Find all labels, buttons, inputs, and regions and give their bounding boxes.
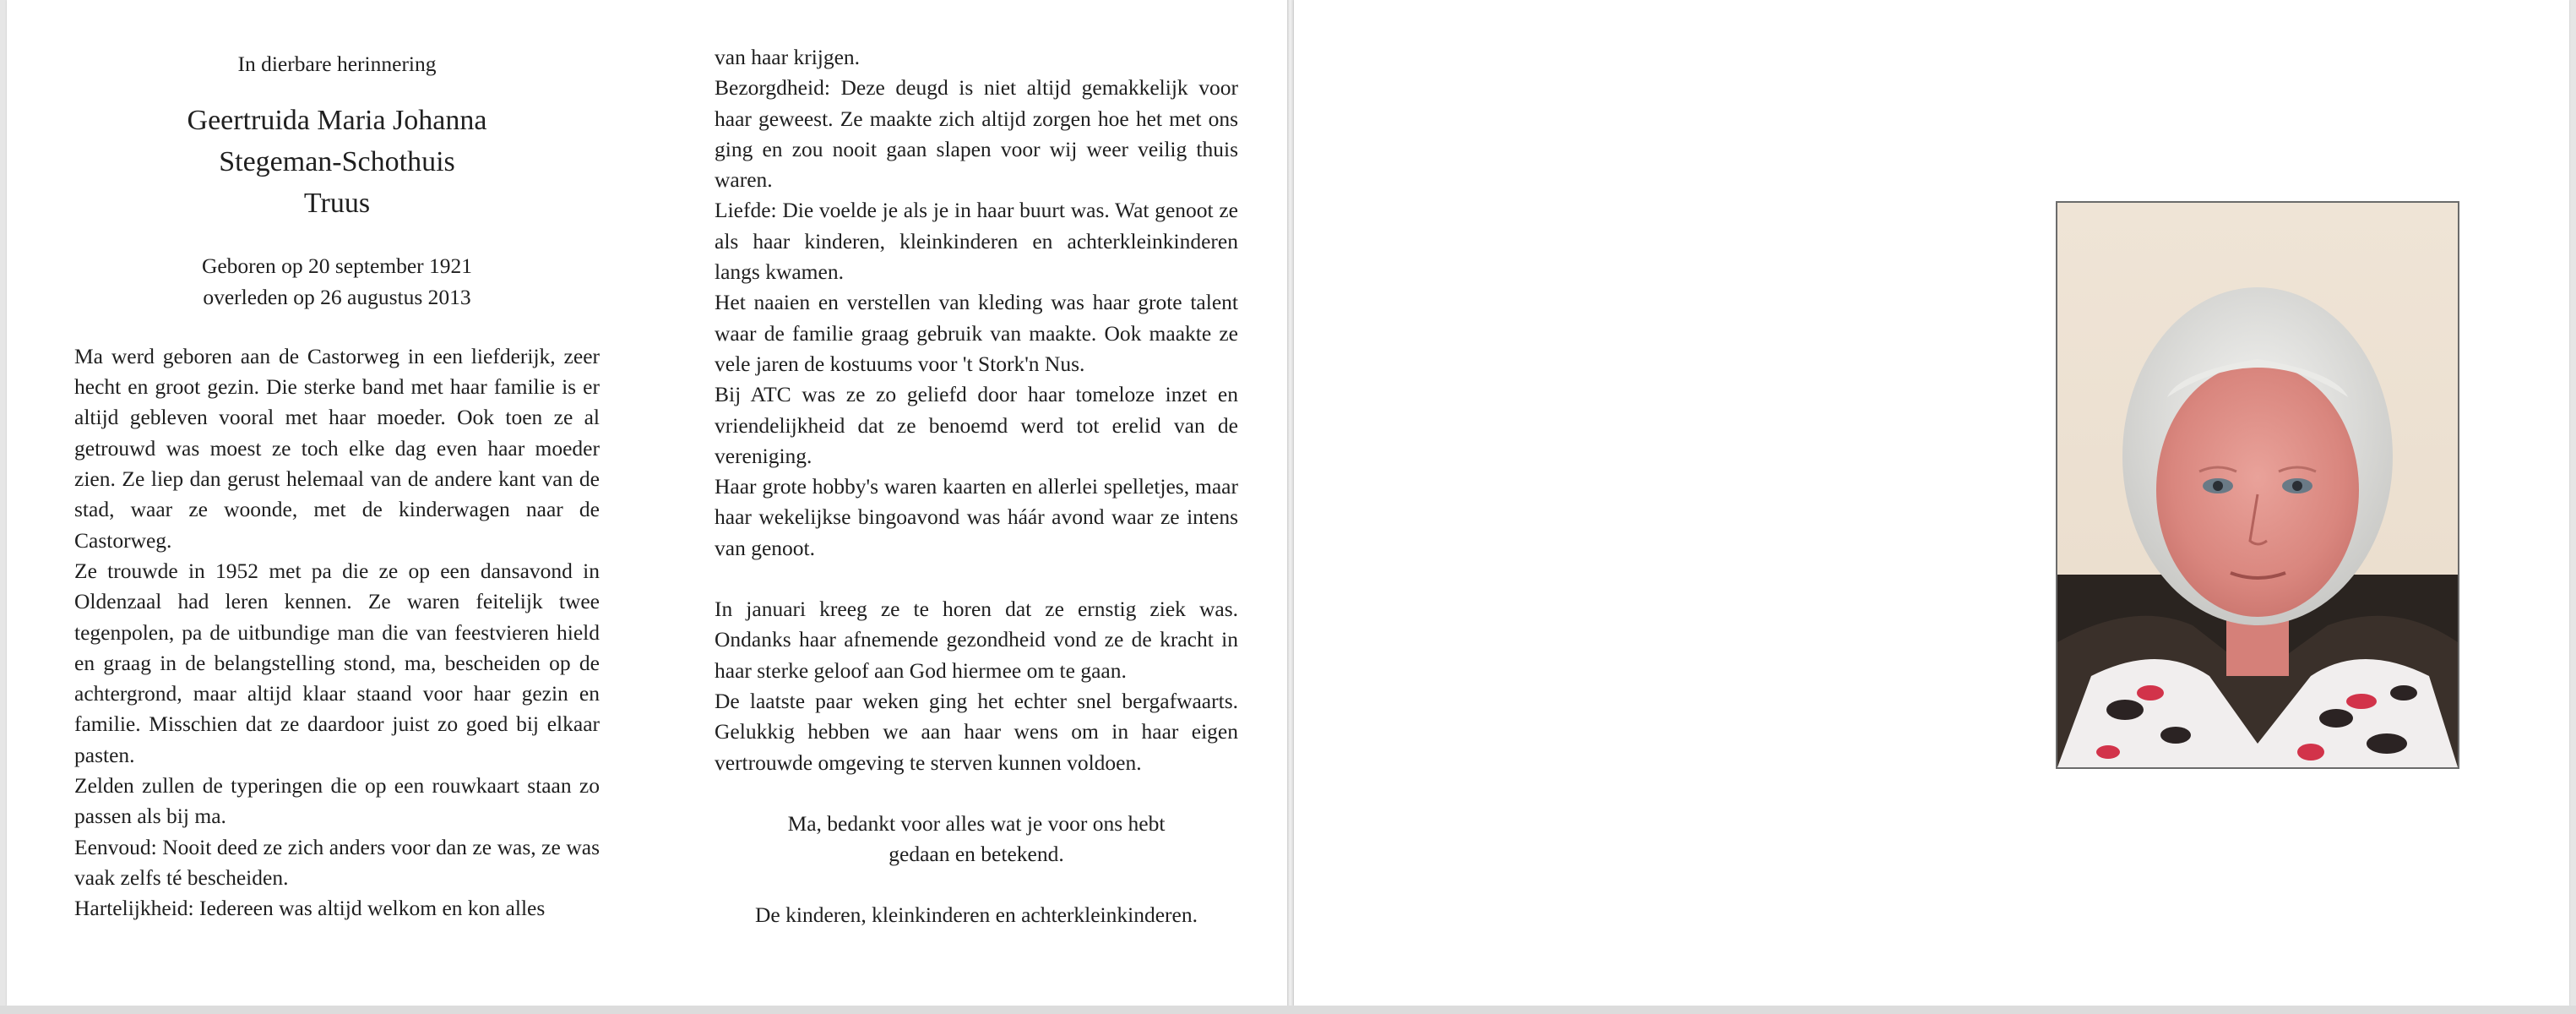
closing-thanks bbox=[715, 809, 1238, 870]
illness-text bbox=[715, 594, 1238, 778]
death-date: overleden op 26 augustus 2013 bbox=[203, 284, 471, 309]
paragraph: Bij ATC was ze zo geliefd door haar tomeloze inzet en vriendelijkheid dat ze benoemd werd tot erelid van de vereniging. bbox=[715, 382, 1238, 468]
paragraph: Liefde: Die voelde je als je in haar buurt was. Wat genoot ze als haar kinderen, kleinkinderen en achterkleinkinderen langs kwamen. bbox=[715, 198, 1238, 285]
middle-text-column bbox=[715, 42, 1238, 931]
paragraph: In januari kreeg ze te horen dat ze ernstig ziek was. Ondanks haar afnemende gezondheid vond ze de kracht in haar sterke geloof aan God hiermee om te gaan. bbox=[715, 597, 1238, 683]
card-fold bbox=[1287, 0, 1294, 1014]
biography-text-right bbox=[715, 42, 1238, 564]
paragraph: Bezorgdheid: Deze deugd is niet altijd gemakkelijk voor haar geweest. Ze maakte zich altijd zorgen hoe het met ons ging en zou nooit gaan slapen voor wij weer veilig thuis waren. bbox=[715, 75, 1238, 193]
card-inner-spread-left bbox=[7, 0, 1287, 1006]
paragraph: De laatste paar weken ging het echter snel bergafwaarts. Gelukkig hebben we aan haar wens om in haar eigen vertrouwde omgeving te sterven kunnen voldoen. bbox=[715, 688, 1238, 775]
paragraph: Het naaien en verstellen van kleding was haar grote talent waar de familie graag gebruik van maakte. Ook maakte ze vele jaren de kostuums voor 't Stork'n Nus. bbox=[715, 290, 1238, 376]
family-signature: De kinderen, kleinkinderen en achterkleinkinderen. bbox=[755, 902, 1198, 928]
paragraph: Ma werd geboren aan de Castorweg in een liefderijk, zeer hecht en groot gezin. Die sterke band met haar familie is er altijd gebleven vooral met haar moeder. Ook toen ze al getrouwd was moest ze toch elke dag even haar moeder zien. Ze liep dan gerust helemaal van de andere kant van de stad, waar ze woonde, met de kinderwagen naar de Castorweg. bbox=[74, 343, 600, 553]
left-text-column bbox=[74, 42, 600, 924]
paragraph: Ze trouwde in 1952 met pa die ze op een dansavond in Oldenzaal had leren kennen. Ze waren feitelijk twee tegenpolen, pa de uitbundige man die van feestvieren hield en graag in de belangstelling stond, ma, bescheiden op de achtergrond, maar altijd klaar staand voor haar gezin en familie. Misschien dat ze daardoor juist zo goed bij elkaar pasten. bbox=[74, 558, 600, 767]
scan-bottom-edge bbox=[0, 1006, 2576, 1014]
name-line-2: Stegeman-Schothuis bbox=[219, 146, 455, 178]
paragraph: Zelden zullen de typeringen die op een rouwkaart staan zo passen als bij ma. bbox=[74, 773, 600, 829]
birth-date: Geboren op 20 september 1921 bbox=[201, 254, 473, 279]
paragraph: van haar krijgen. bbox=[715, 45, 861, 69]
paragraph: Eenvoud: Nooit deed ze zich anders voor dan ze was, ze was vaak zelfs té bescheiden. bbox=[74, 834, 600, 890]
paragraph: Haar grote hobby's waren kaarten en allerlei spelletjes, maar haar wekelijkse bingoavond was háár avond waar ze intens van genoot. bbox=[715, 474, 1238, 560]
closing-line-1: Ma, bedankt voor alles wat je voor ons hebt bbox=[787, 810, 1166, 836]
portrait-illustration bbox=[2057, 203, 2458, 767]
deceased-name-block bbox=[74, 100, 600, 224]
name-line-3: Truus bbox=[303, 188, 371, 220]
name-line-1: Geertruida Maria Johanna bbox=[187, 105, 487, 137]
closing-line-2: gedaan en betekend. bbox=[889, 842, 1064, 867]
memorial-heading: In dierbare herinnering bbox=[237, 52, 437, 76]
portrait-photo bbox=[2056, 201, 2459, 769]
life-dates bbox=[74, 251, 600, 313]
biography-text-left bbox=[74, 341, 600, 924]
paragraph: Hartelijkheid: Iedereen was altijd welkom en kon alles bbox=[74, 896, 546, 921]
